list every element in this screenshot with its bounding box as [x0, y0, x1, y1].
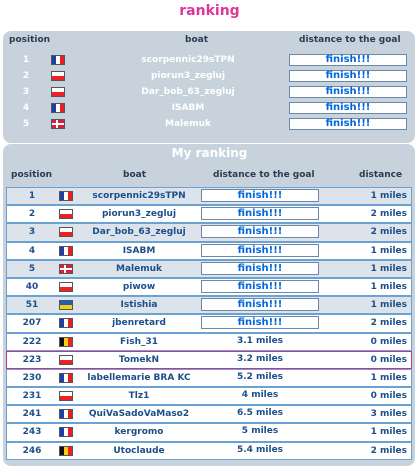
distance-to-goal: finish!!!	[201, 262, 319, 275]
boat-name-link[interactable]: Malemuk	[116, 263, 162, 274]
status-box: finish!!!	[289, 70, 407, 82]
table-row[interactable]	[6, 369, 412, 387]
boat-name-link[interactable]: scorpennic29sTPN	[92, 191, 186, 201]
boat-name-link[interactable]: scorpennic29sTPN	[141, 55, 235, 65]
table-row[interactable]	[6, 423, 412, 441]
distance-value: 1 miles	[370, 263, 407, 274]
row-position: 243	[22, 427, 42, 438]
my-ranking-title: My ranking	[171, 146, 248, 160]
distance-value: 0 miles	[370, 336, 407, 347]
distance-to-goal: 5 miles	[241, 426, 279, 437]
distance-value: 1 miles	[370, 372, 407, 383]
header-distance: distance	[359, 170, 403, 180]
top-ranking-panel	[3, 31, 415, 143]
header-goal: distance to the goal	[213, 170, 315, 180]
distance-value: 1 miles	[370, 191, 407, 201]
distance-value: 1 miles	[370, 245, 407, 256]
distance-value: 1 miles	[370, 427, 407, 438]
my-ranking-list	[6, 187, 412, 460]
distance-value: 1 miles	[370, 300, 407, 311]
distance-to-goal: finish!!!	[201, 280, 319, 293]
row-position: 1	[28, 191, 36, 201]
boat-name-link[interactable]: piorun3_zegluj	[101, 209, 177, 220]
boat-name-link[interactable]: ISABM	[171, 103, 205, 113]
row-position: 2	[28, 209, 36, 220]
table-row[interactable]	[3, 68, 415, 84]
header-position: position	[9, 35, 51, 45]
distance-to-goal: 3.2 miles	[236, 353, 284, 364]
distance-value: 2 miles	[370, 227, 407, 238]
table-row[interactable]	[6, 387, 412, 405]
row-position: 241	[22, 409, 42, 420]
distance-to-goal: 6.5 miles	[236, 408, 284, 419]
boat-name-link[interactable]: Fish_31	[119, 336, 159, 347]
distance-to-goal: 5.4 miles	[236, 444, 284, 455]
row-position: 51	[25, 300, 39, 311]
boat-name-link[interactable]: piorun3_zegluj	[150, 71, 226, 81]
table-row[interactable]	[6, 278, 412, 296]
row-position: 222	[22, 336, 42, 347]
boat-name-link[interactable]: Utoclaude	[113, 445, 165, 456]
table-row[interactable]	[6, 187, 412, 205]
distance-to-goal: 4 miles	[241, 390, 279, 401]
table-row[interactable]	[3, 84, 415, 100]
distance-to-goal: finish!!!	[201, 189, 319, 202]
table-row[interactable]	[6, 405, 412, 423]
table-row[interactable]	[6, 314, 412, 332]
row-position: 4	[28, 245, 36, 256]
table-row[interactable]	[3, 100, 415, 116]
distance-value: 0 miles	[370, 391, 407, 402]
distance-to-goal: finish!!!	[201, 244, 319, 257]
table-row[interactable]	[6, 333, 412, 351]
distance-to-goal: finish!!!	[201, 207, 319, 220]
table-row[interactable]	[6, 223, 412, 241]
boat-name-link[interactable]: kergromo	[114, 427, 164, 438]
my-ranking-header	[3, 168, 415, 184]
row-position: 223	[22, 354, 42, 365]
header-boat: boat	[123, 170, 147, 180]
table-row[interactable]	[3, 52, 415, 68]
boat-name-link[interactable]: jbenretard	[112, 318, 166, 329]
top-ranking-list	[3, 52, 415, 132]
table-row[interactable]	[6, 442, 412, 460]
header-boat: boat	[185, 35, 209, 45]
row-position: 1	[22, 55, 30, 65]
top-ranking-header	[3, 35, 415, 49]
boat-name-link[interactable]: TomekN	[118, 354, 160, 365]
distance-to-goal: finish!!!	[201, 225, 319, 238]
status-box: finish!!!	[289, 54, 407, 66]
status-box: finish!!!	[289, 102, 407, 114]
table-row[interactable]	[6, 242, 412, 260]
boat-name-link[interactable]: Istishia	[120, 300, 158, 311]
table-row[interactable]	[6, 260, 412, 278]
page-title: ranking	[179, 3, 240, 19]
table-row[interactable]	[6, 296, 412, 314]
distance-to-goal: finish!!!	[201, 298, 319, 311]
row-position: 230	[22, 372, 42, 383]
table-row[interactable]	[6, 205, 412, 223]
boat-name-link[interactable]: Malemuk	[165, 119, 211, 129]
boat-name-link[interactable]: Dar_bob_63_zegluj	[141, 87, 235, 97]
distance-to-goal: finish!!!	[201, 316, 319, 329]
row-position: 40	[25, 281, 39, 292]
boat-name-link[interactable]: labellemarie BRA KC	[87, 372, 191, 383]
row-position: 207	[22, 318, 42, 329]
boat-name-link[interactable]: Dar_bob_63_zegluj	[92, 227, 186, 238]
boat-name-link[interactable]: ISABM	[122, 245, 156, 256]
row-position: 5	[22, 119, 30, 129]
row-position: 4	[22, 103, 30, 113]
distance-value: 2 miles	[370, 209, 407, 220]
header-position: position	[11, 170, 53, 180]
boat-name-link[interactable]: QuiVaSadoVaMaso2	[88, 409, 190, 420]
boat-name-link[interactable]: Tlz1	[128, 391, 150, 402]
status-box: finish!!!	[289, 118, 407, 130]
boat-name-link[interactable]: piwow	[122, 281, 156, 292]
my-boat-row[interactable]	[6, 351, 412, 369]
distance-value: 0 miles	[370, 354, 407, 365]
distance-value: 2 miles	[370, 445, 407, 456]
header-distance: distance to the goal	[299, 35, 401, 45]
distance-to-goal: 3.1 miles	[236, 335, 284, 346]
row-position: 3	[28, 227, 36, 238]
row-position: 231	[22, 391, 42, 402]
distance-to-goal: 5.2 miles	[236, 371, 284, 382]
row-position: 246	[22, 445, 42, 456]
row-position: 2	[22, 71, 30, 81]
row-position: 3	[22, 87, 30, 97]
table-row[interactable]	[3, 116, 415, 132]
row-position: 5	[28, 263, 36, 274]
distance-value: 1 miles	[370, 281, 407, 292]
distance-value: 3 miles	[370, 409, 407, 420]
distance-value: 2 miles	[370, 318, 407, 329]
status-box: finish!!!	[289, 86, 407, 98]
